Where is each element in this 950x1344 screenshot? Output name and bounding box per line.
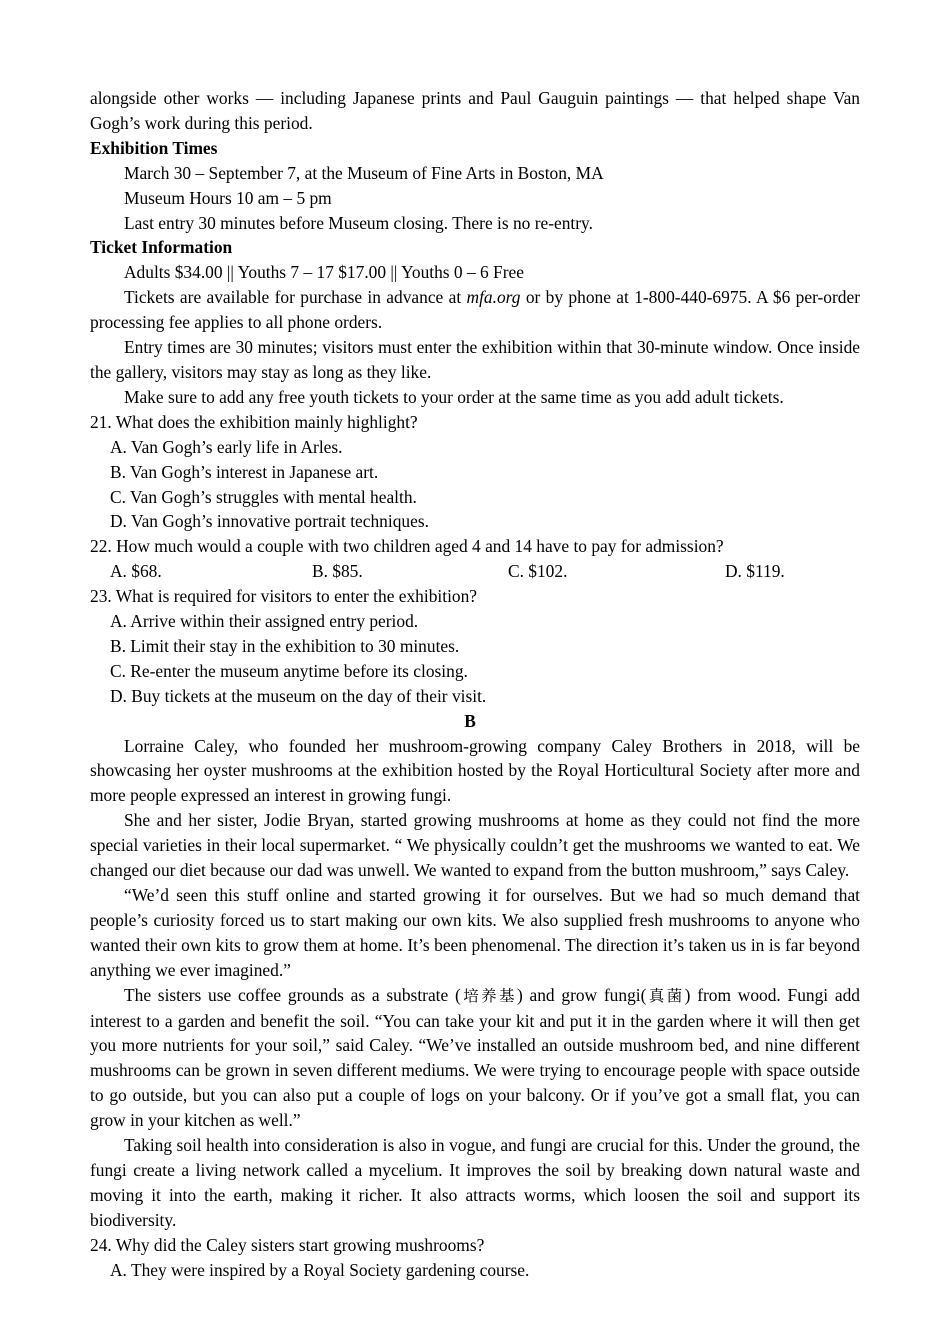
section-b-paragraph-3: “We’d seen this stuff online and started growing it for ourselves. But we had so much demand that people’s curiosity forced us to start making our own kits. We also supplied fresh mushrooms to anyone who wanted their own kits to grow them at home. It’s been phenomenal. The direction it’s taken us in is far beyond anything we ever imagined.” xyxy=(90,885,860,980)
exhibition-times-heading: Exhibition Times xyxy=(90,137,218,158)
last-entry-line: Last entry 30 minutes before Museum closing. There is no re-entry. xyxy=(124,212,593,233)
purchase-text-before-url: Tickets are available for purchase in advance at xyxy=(124,287,467,308)
question-22-options-row xyxy=(90,559,860,584)
section-b-paragraph-4: Taking soil health into consideration is also in vogue, and fungi are crucial for this. Under the ground, the fungi create a living network called a mycelium. It improves the soil by breaking down natural waste and moving it into the earth, making it richer. It also attracts worms, which loosen the soil and support its biodiversity. xyxy=(90,1135,860,1230)
question-21-option-a[interactable]: A. Van Gogh’s early life in Arles. xyxy=(110,436,343,457)
substrate-text-part-3: ) from wood. Fungi add interest to a garden and benefit the soil. “You can take your kit and put it in the garden where it will then get you more nutrients for your soil,” said Caley. “We’ve installed an outside mushroom bed, and nine different mushrooms can be grown in seven different mediums. We were trying to encourage people with space outside to go outside, but you can also put a couple of logs on your balcony. Or if you’ve got a small flat, you can grow in your kitchen as well.” xyxy=(90,984,860,1131)
ticket-information-heading: Ticket Information xyxy=(90,237,233,258)
ticket-prices-line: Adults $34.00 || Youths 7 – 17 $17.00 || Youths 0 – 6 Free xyxy=(124,262,524,283)
question-21-stem: 21. What does the exhibition mainly highlight? xyxy=(90,411,418,432)
section-b-substrate-paragraph xyxy=(90,983,860,1133)
question-23-option-c[interactable]: C. Re-enter the museum anytime before its closing. xyxy=(110,660,468,681)
question-24-option-a[interactable]: A. They were inspired by a Royal Society gardening course. xyxy=(110,1259,530,1280)
question-21-option-b[interactable]: B. Van Gogh’s interest in Japanese art. xyxy=(110,461,379,482)
substrate-cjk-term: 培养基 xyxy=(460,986,517,1005)
question-23-option-b[interactable]: B. Limit their stay in the exhibition to 30 minutes. xyxy=(110,635,460,656)
exhibition-dates-line: March 30 – September 7, at the Museum of Fine Arts in Boston, MA xyxy=(124,162,604,183)
purchase-text-after-url: or by phone at 1-800-440-6975. A $6 per-order processing fee applies to all phone orders. xyxy=(90,287,860,333)
substrate-text-part-1: The sisters use coffee grounds as a substrate ( xyxy=(124,984,461,1005)
question-22-option-a[interactable]: A. $68. xyxy=(110,561,162,582)
section-b-letter: B xyxy=(464,710,476,731)
question-22-option-b[interactable]: B. $85. xyxy=(312,561,363,582)
substrate-text-part-2: ) and grow fungi( xyxy=(516,984,647,1005)
purchase-paragraph xyxy=(90,285,860,335)
content-column xyxy=(90,86,860,1283)
section-b-paragraph-2: She and her sister, Jodie Bryan, started growing mushrooms at home as they could not find the more special varieties in their local supermarket. “ We physically couldn’t get the mushrooms we wanted to eat. We changed our diet because our dad was unwell. We wanted to expand from the button mushroom,” says Caley. xyxy=(90,810,860,881)
museum-hours-line: Museum Hours 10 am – 5 pm xyxy=(124,187,332,208)
question-22-stem: 22. How much would a couple with two children aged 4 and 14 have to pay for admission? xyxy=(90,536,724,557)
section-b-paragraph-1: Lorraine Caley, who founded her mushroom-growing company Caley Brothers in 2018, will be showcasing her oyster mushrooms at the exhibition hosted by the Royal Horticultural Society after more and more people expressed an interest in growing fungi. xyxy=(90,735,860,806)
question-21-option-d[interactable]: D. Van Gogh’s innovative portrait techniques. xyxy=(110,511,429,532)
question-22-option-c[interactable]: C. $102. xyxy=(508,561,568,582)
intro-paragraph: alongside other works — including Japanese prints and Paul Gauguin paintings — that helped shape Van Gogh’s work during this period. xyxy=(90,88,860,133)
question-23-stem: 23. What is required for visitors to enter the exhibition? xyxy=(90,586,478,607)
mfa-org-link[interactable]: mfa.org xyxy=(466,287,521,308)
question-21-option-c[interactable]: C. Van Gogh’s struggles with mental health. xyxy=(110,486,417,507)
question-23-option-a[interactable]: A. Arrive within their assigned entry period. xyxy=(110,611,419,632)
youth-tickets-paragraph: Make sure to add any free youth tickets to your order at the same time as you add adult tickets. xyxy=(124,386,784,407)
fungi-cjk-term: 真菌 xyxy=(646,986,685,1005)
entry-times-paragraph: Entry times are 30 minutes; visitors must enter the exhibition within that 30-minute window. Once inside the gallery, visitors may stay as long as they like. xyxy=(90,337,860,382)
question-22-option-d[interactable]: D. $119. xyxy=(725,561,785,582)
question-24-stem: 24. Why did the Caley sisters start growing mushrooms? xyxy=(90,1234,485,1255)
question-23-option-d[interactable]: D. Buy tickets at the museum on the day of their visit. xyxy=(110,685,487,706)
